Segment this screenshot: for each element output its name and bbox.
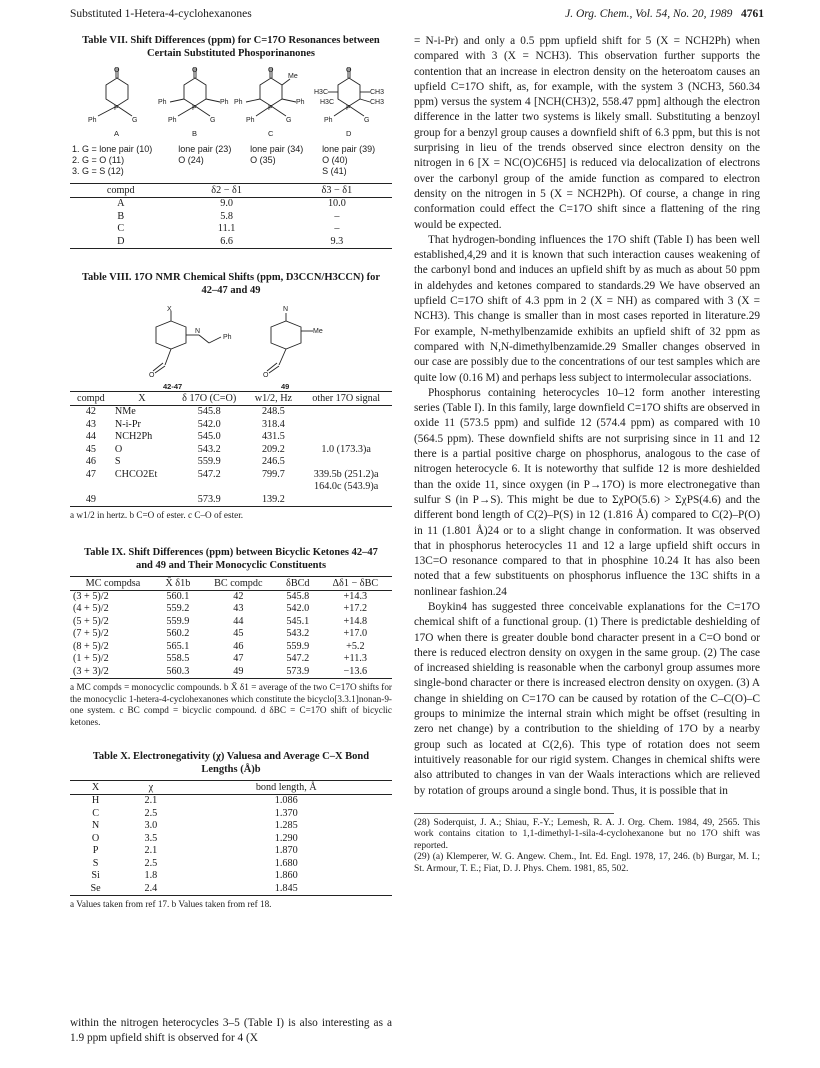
journal-citation: J. Org. Chem., Vol. 54, No. 20, 1989 4761	[565, 8, 764, 20]
table-10-data: X χ bond length, Å H 2.1 1.086 C 2.5 1.370 N 3.0 1.285 O 3.5 1.290 P 2.1 1.870 S 2.5 1.680 Si 1.8 1.860 Se 2.4 1.845	[70, 780, 392, 896]
svg-text:P: P	[192, 105, 197, 112]
svg-text:Ph: Ph	[223, 334, 232, 341]
svg-text:CH3: CH3	[370, 89, 385, 96]
svg-text:Me: Me	[313, 328, 323, 335]
phosphorinanone-structures-figure	[70, 64, 392, 144]
svg-text:P: P	[346, 105, 351, 112]
svg-text:G: G	[132, 117, 138, 124]
table-row: 47 CHCO2Et 547.2 799.7 339.5b (251.2)a	[85, 468, 379, 480]
table-9-caption: Table IX. Shift Differences (ppm) between Bicyclic Ketones 42–47 and 49 and Their Monocyclic Constituents	[84, 546, 378, 571]
g-row: 3. G = S (12) S (41)	[72, 166, 347, 176]
table-row: (3 + 5)/2 560.1 42 545.8 +14.3	[73, 590, 368, 602]
table-row: (4 + 5)/2 559.2 43 542.0 +17.2	[73, 603, 368, 614]
svg-text:P: P	[114, 105, 119, 112]
table-row: 42 NMe 545.8 248.5	[85, 406, 285, 417]
table-row: 49 573.9 139.2	[70, 494, 392, 507]
svg-text:Ph: Ph	[168, 117, 177, 124]
left-column	[70, 34, 392, 911]
table-8	[70, 271, 392, 522]
svg-text:O: O	[263, 372, 269, 379]
table-row: (5 + 5)/2 559.9 44 545.1 +14.8	[73, 615, 368, 627]
table-row: 45 O 543.2 209.2 1.0 (173.3)a	[85, 443, 371, 455]
svg-text:N: N	[195, 328, 201, 335]
svg-text:G: G	[286, 117, 292, 124]
svg-text:H3C: H3C	[320, 99, 335, 106]
table-row: C 2.5 1.370	[92, 807, 298, 819]
table-row: (7 + 5)/2 560.2 45 543.2 +17.0	[73, 628, 368, 639]
table-row: O 3.5 1.290	[91, 832, 298, 844]
svg-text:N: N	[283, 306, 289, 313]
table-row: A 9.0 10.0	[117, 198, 346, 209]
reference-item: (28) Soderquist, J. A.; Shiau, F.-Y.; Lemesh, R. A. J. Org. Chem. 1984, 49, 2565. This work contains citation to 1,1-dimethyl-1-sila-4-cyclohexanone but no 17O shift was reported.	[414, 817, 760, 851]
table-7-data: compd δ2 − δ1 δ3 − δ1 A 9.0 10.0 B 5.8 – C 11.1 – D 6.6 9.3	[70, 183, 392, 249]
table-row: N 3.0 1.285	[91, 820, 298, 831]
table-row: S 2.5 1.680	[92, 857, 298, 869]
table-row: (3 + 3)/2 560.3 49 573.9 −13.6	[70, 666, 392, 679]
svg-text:CH3: CH3	[370, 99, 385, 106]
body-paragraph: Boykin4 has suggested three conceivable explanations for the C=17O chemical shift of a functional group. (1) There is predictable deshielding of 17O when there is greater double bond character present in a C=O bond or there is reduced electron density on oxygen in the same group. (2) The case of increased shielding is reasonable when the carbonyl group assumes more single-bond character or there is increased electron density on oxygen. (3) A change in shielding on C=17O can be caused by rotation of the C–C(O)–C groups to minimize the internal strain which might be offset (resulting in zero net change) by a contribution to the shielding of 17O by a nearby group such as located at C(2,6). This type of rotation does not seem intuitively reasonable for our rigid system. Changes in chemical shifts were also attributed to changes in van der Waals interactions which are relieved by rotation of groups around a single bond. Thus, it is possible that in	[414, 600, 760, 797]
body-paragraph: Phosphorus containing heterocycles 10–12 form another interesting series (Table I). In this family, large downfield C=17O shifts are observed in oxide 11 (573.5 ppm) and sulfide 12 (574.4 ppm) as compared with 10 (564.5 ppm). These downfield shifts are not surprising since in 11 and 12 there is a partial positive charge on phosphorus, analogous to the case of nitrogen heterocycle 6. It is noteworthy that sulfide 12 is more deshielded than the oxide 11, since oxygen (in P→17O) is more electronegative than sulfur S (in P→S). This might be due to ΣχPO(5.6) > ΣχPS(4.6) and the different bond length of C(2)–P(S) in 12 (1.816 Å) compared to C(2)–P(O) in 11 (1.801 Å)24 or to a slight change in conformation. It was observed that in phosphorus heterocycles 11 and 12 a large upfield shift occurs in 13C=O resonance compared to that in phosphine 10.24 It has also been noted that a few substituents on phosphorus influence the 13C shifts in a nonlinear fashion.24	[414, 386, 760, 598]
table-8-caption: Table VIII. 17O NMR Chemical Shifts (ppm, D3CCN/H3CCN) for 42–47 and 49	[81, 272, 381, 296]
table-row: 164.0c (543.9)a	[314, 481, 379, 492]
structure-letters	[114, 129, 352, 138]
svg-text:Ph: Ph	[324, 117, 333, 124]
label-42-47: 42-47	[163, 382, 183, 391]
structure-numbers	[163, 382, 289, 391]
svg-text:Ph: Ph	[88, 117, 97, 124]
table-row: C 11.1 –	[117, 223, 340, 234]
svg-text:Ph: Ph	[246, 117, 255, 124]
table-9-data: MC compdsa X̄ δ1b BC compdc δBCd Δδ1 − δBC (3 + 5)/2 560.1 42 545.8 +14.3 (4 + 5)/2 559.2 43 542.0 +17.2 (5 + 5)/2 559.9 44 545.1 +14.8 (7 + 5)/2 560.2 45 543.2 +17.0 (8 + 5)/2 565.1 46 559.9 +5.2 (1 + 5)/2 558.5 47 547.2 +11.3 (3 + 3)/2 560.3 49 573.9 −13.6	[70, 576, 392, 680]
right-column	[414, 34, 760, 875]
svg-text:Me: Me	[288, 73, 298, 80]
table-9-footnote: a MC compds = monocyclic compounds. b X̄ δ1 = average of the two C=17O shifts for the monocyclic 1-hetera-4-cyclohexanones which constitute the bicyclo[3.3.1]nonan-9-one system. c BC compd = bicyclic compound. d δBC = C=17O shift of bicyclic ketones.	[70, 682, 392, 727]
left-body-text: within the nitrogen heterocycles 3–5 (Table I) is also interesting as a 1.9 ppm upfield shift is observed for 4 (X	[70, 1017, 392, 1044]
g-substituent-list	[70, 144, 392, 177]
svg-text:O: O	[268, 67, 274, 74]
g-row: 2. G = O (11) O (24) O (35) O (40)	[72, 155, 348, 165]
label-49: 49	[281, 382, 290, 391]
structure-atom-labels	[88, 67, 384, 124]
svg-text:O: O	[192, 67, 198, 74]
table-10-caption: Table X. Electronegativity (χ) Valuesa and Average C–X Bond Lengths (Å)b	[92, 751, 370, 775]
svg-text:P: P	[268, 105, 273, 112]
table-8-footnote: a w1/2 in hertz. b C=O of ester. c C–O of ester.	[70, 510, 244, 520]
svg-text:O: O	[346, 67, 352, 74]
svg-text:G: G	[210, 117, 216, 124]
body-paragraph: That hydrogen-bonding influences the 17O shift (Table I) has been well established,4,29 and it is known that such interaction causes weakening of the carbonyl bond and induces an upfield shift by as much as about 50 ppm in aldehydes and ketones compared to standards.29 We have observed an upfield C=17O shift of 4.3 ppm in 2 (X = NH) as compared with 3 (X = NCH3). This change is smaller than in most cases reported in literature.29 For example, N-methylbenzamide exhibits an upfield shift of 32 ppm as compared with N,N-dimethylbenzamide.29 Smaller changes observed in our case are possibly due to the concentrations of our test samples which are quite low (0.16 M) and perhaps less subject to intermolecular associations.	[414, 233, 760, 384]
table-7	[70, 34, 392, 249]
table-7-caption: Table VII. Shift Differences (ppm) for C=17O Resonances between Certain Substituted Phosporinanones	[82, 35, 380, 59]
table-10	[70, 750, 392, 911]
structure-atom-labels-2	[149, 306, 323, 379]
svg-text:Ph: Ph	[296, 99, 305, 106]
table-row: (8 + 5)/2 565.1 46 559.9 +5.2	[73, 640, 365, 652]
label-b: B	[192, 129, 198, 138]
g-row: 1. G = lone pair (10) lone pair (23) lone pair (34) lone pair (39)	[72, 144, 376, 154]
table-row: H 2.1 1.086	[91, 795, 298, 806]
table-row: 44 NCH2Ph 545.0 431.5	[85, 431, 285, 442]
label-a: A	[114, 129, 120, 138]
table-row: P 2.1 1.870	[92, 845, 298, 856]
structure-49	[267, 313, 313, 373]
table-8-data: compd X δ 17O (C=O) w1/2, Hz other 17O signal 42 NMe 545.8 248.5 43 N-i-Pr 542.0 318.4 44 NCH2Ph 545.0 431.5 45 O 543.2 209.2 1.0 (173.3)a 46 S 559.9 246.5 47 CHCO2Et 547.2 799.7 339.5b (251.2)a 164.0c (543.9)a 49 573.9 139.2	[70, 391, 392, 507]
table-row: Si 1.8 1.860	[91, 870, 298, 881]
table-9	[70, 546, 392, 729]
svg-text:O: O	[149, 372, 155, 379]
label-d: D	[346, 129, 352, 138]
table-row: Se 2.4 1.845	[70, 883, 392, 896]
label-c: C	[268, 129, 274, 138]
table-row: D 6.6 9.3	[70, 236, 392, 249]
page-number: 4761	[741, 8, 764, 20]
table-row: 43 N-i-Pr 542.0 318.4	[85, 418, 285, 430]
table-row: B 5.8 –	[117, 210, 340, 222]
table-row: (1 + 5)/2 558.5 47 547.2 +11.3	[73, 653, 367, 664]
table-10-footnote: a Values taken from ref 17. b Values taken from ref 18.	[70, 899, 272, 909]
table-row: 46 S 559.9 246.5	[85, 456, 285, 467]
bicyclic-structures-figure	[131, 301, 331, 391]
svg-text:Ph: Ph	[234, 99, 243, 106]
body-paragraph: = N-i-Pr) and only a 0.5 ppm upfield shift for 5 (X = NCH2Ph) when compared with 3 (X = NCH3). This observation further supports the contention that an increase in electron density on the heteroatom causes an upfield C=17O shift, as, for example, with the system 3 (NCH3, 560.34 ppm) versus the system 4 [NCH(CH3)2, 558.47 ppm] although the electron difference in the latter two systems is likely small. Substituting a benzoyl group for a benzyl group causes a downfield shift of 6.3 ppm, but this is not surprising in lieu of the trends observed since electron density on the nitrogen in 6 [X = NC(O)C6H5] is reduced via delocalization of electrons over the carbonyl group of the amide function as compared to electron density on the nitrogen in 5 (X = NCH2Ph). Of course, a change in ring conformation could effect the C=17O shift since a flattening of the ring would be expected.	[414, 35, 760, 231]
structure-42-47	[153, 311, 221, 373]
svg-text:X: X	[167, 306, 172, 313]
svg-text:O: O	[114, 67, 120, 74]
running-head: Substituted 1-Hetera-4-cyclohexanones	[70, 8, 252, 20]
svg-text:Ph: Ph	[158, 99, 167, 106]
svg-text:Ph: Ph	[220, 99, 229, 106]
svg-text:H3C: H3C	[314, 89, 329, 96]
svg-text:G: G	[364, 117, 370, 124]
references	[414, 813, 760, 876]
reference-item: (29) (a) Klemperer, W. G. Angew. Chem., Int. Ed. Engl. 1978, 17, 246. (b) Burgar, M. I.; St. Armour, T. E.; Fiat, D. J. Phys. Chem. 1981, 85, 502.	[414, 852, 760, 874]
